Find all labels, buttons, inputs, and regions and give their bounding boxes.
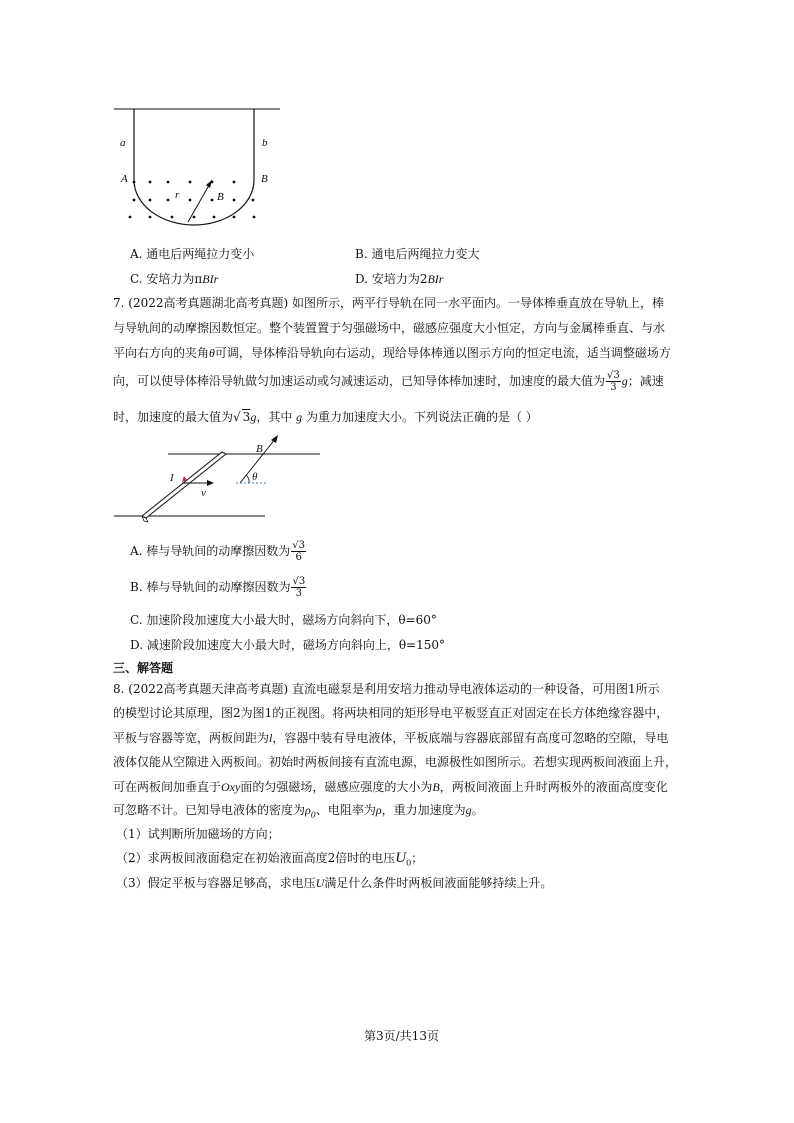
- q8-sub-3b: 满足什么条件时两板间液面能够持续上升。: [324, 876, 553, 890]
- q7-line-5c: 为重力加速度大小。下列说法正确的是（ ）: [305, 410, 538, 424]
- l-symbol: l: [269, 731, 273, 745]
- sqrt-3: 3: [242, 410, 251, 424]
- q8-line-6a: 可忽略不计。已知导电液体的密度为: [113, 803, 306, 817]
- q8-line-1: 8. (2022高考真题天津高考真题) 直流电磁泵是利用安培力推动导电液体运动的一种设备，可用图1所示: [113, 682, 660, 696]
- q7-option-a-prefix: A. 棒与导轨间的动摩擦因数为: [130, 544, 291, 558]
- q8-line-6b: 、电阻率为: [315, 803, 376, 817]
- q6-option-c-prefix: C. 安培力为: [130, 272, 195, 286]
- label-a: a: [120, 137, 126, 149]
- q8-line-3a: 平板与容器等宽，两板间距为: [113, 731, 270, 745]
- u-shaped-rod: [134, 109, 254, 225]
- theta-symbol: θ: [209, 346, 215, 360]
- q8-line-5a: 可在两板间加垂直于: [113, 780, 222, 794]
- q7-option-d: D. 减速阶段加速度大小最大时，磁场方向斜向上，θ=150°: [130, 638, 446, 652]
- g-symbol: g: [621, 374, 628, 388]
- q8-line-5c: ，两板间液面上升时两板外的液面高度变化: [439, 780, 668, 794]
- q8-line-2: 的模型讨论其原理，图2为图1的正视图。将两块相同的矩形导电平板竖直正对固定在长方体绝缘容器中，: [113, 706, 669, 720]
- q7-line-2: 与导轨间的动摩擦因数恒定。整个装置置于匀强磁场中，磁感应强度大小恒定，方向与金属棒垂直、与水: [113, 321, 666, 335]
- page-footer: 第3页/共13页: [364, 1029, 439, 1043]
- label-I: I: [170, 472, 174, 484]
- q7-line-1: 7. (2022高考真题湖北高考真题) 如图所示，两平行导轨在同一水平面内。一导体棒垂直放在导轨上，棒: [113, 296, 664, 310]
- q7-line-3: [113, 346, 693, 360]
- q7-option-b-prefix: B. 棒与导轨间的动摩擦因数为: [130, 580, 291, 594]
- fraction-num: √3: [607, 370, 620, 381]
- fraction-den: 3: [610, 382, 617, 393]
- label-B-point: B: [261, 173, 268, 185]
- q7-line-5b: ，其中: [256, 410, 293, 424]
- pi-symbol: π: [194, 272, 203, 286]
- field-B-arrowhead: [271, 435, 278, 443]
- q7-option-a: [130, 540, 307, 563]
- conductor-rod: [142, 452, 226, 518]
- q8-line-4: 液体仅能从空隙进入两板间。初始时两板间接有直流电源，电源极性如图所示。若想实现两板间液面上升，: [113, 755, 678, 769]
- q6-option-d-coef: 2: [419, 272, 428, 286]
- oxy-symbol: Oxy: [221, 780, 241, 794]
- q7-line-4b: ；减速: [627, 374, 664, 388]
- figure-rails: [110, 432, 330, 527]
- field-dots: [129, 181, 256, 219]
- label-B: B: [256, 443, 263, 455]
- q7-line-5: 时，加速度的最大值为√ 3g，其中 g 为重力加速度大小。下列说法正确的是（ ）: [113, 410, 538, 424]
- q8-line-5: [113, 780, 693, 794]
- fraction-a-den: 6: [295, 552, 302, 563]
- q7-option-c: C. 加速阶段加速度大小最大时，磁场方向斜向下，θ=60°: [130, 613, 437, 627]
- rho-symbol: ρ: [375, 803, 382, 817]
- q8-sub-2b: ；: [411, 851, 424, 865]
- q6-option-b: B. 通电后两绳拉力变大: [355, 247, 480, 261]
- label-r: r: [175, 189, 180, 201]
- q7-option-b: [130, 576, 307, 599]
- q8-sub-1: （1）试判断所加磁场的方向；: [116, 827, 280, 841]
- B-symbol: B: [432, 780, 440, 794]
- q8-sub-3a: （3）假定平板与容器足够高，求电压: [116, 876, 316, 890]
- rho0-symbol: ρ: [305, 803, 311, 817]
- q8-sub-2a: （2）求两板间液面稳定在初始液面高度2倍时的电压: [116, 851, 396, 865]
- q6-option-c-expr: BIr: [202, 272, 219, 286]
- figure-u-rod: [110, 100, 290, 235]
- q7-line-4a: 向，可以使导体棒沿导轨做匀加速运动或匀减速运动，已知导体棒加速时，加速度的最大值为: [113, 374, 606, 388]
- velocity-arrowhead: [207, 480, 214, 486]
- q6-option-d: [355, 272, 443, 286]
- U0-subscript: 0: [406, 858, 412, 868]
- U0-symbol: U: [395, 850, 407, 866]
- q7-line-4: [113, 370, 693, 393]
- fraction-b-num: √3: [292, 576, 306, 587]
- g-symbol: g: [465, 803, 472, 817]
- q7-line-5a: 时，加速度的最大值为: [113, 410, 234, 424]
- fraction-a: [291, 540, 306, 563]
- q8-line-3b: ，容器中装有导电液体，平板底端与容器底部留有高度可忽略的空隙，导电: [272, 731, 669, 745]
- label-B-field: B: [217, 191, 224, 203]
- q8-line-5b: 面的匀强磁场，磁感应强度的大小为: [240, 780, 433, 794]
- q6-option-a: A. 通电后两绳拉力变小: [130, 247, 255, 261]
- q8-sub-3: [116, 876, 696, 890]
- label-v: v: [201, 487, 206, 499]
- q8-line-3: [113, 731, 693, 745]
- label-theta: θ: [252, 471, 258, 483]
- section-title: 三、解答题: [113, 661, 174, 675]
- U-symbol: U: [315, 876, 325, 890]
- fraction-sqrt3-over-3: [606, 370, 621, 393]
- theta-arc: [246, 475, 249, 483]
- fraction-b: [291, 576, 306, 599]
- q7-line-3a: 平向右方向的夹角: [113, 346, 210, 360]
- fraction-a-num: √3: [292, 540, 306, 551]
- q8-line-6: [113, 803, 693, 822]
- fraction-b-den: 3: [295, 588, 302, 599]
- rho0-subscript: 0: [310, 810, 316, 820]
- q8-line-6d: 。: [471, 803, 484, 817]
- label-b: b: [262, 137, 268, 149]
- q6-option-c: [130, 272, 218, 286]
- q7-line-3b: 可调，导体棒沿导轨向右运动，现给导体棒通以图示方向的恒定电流，适当调整磁场方: [214, 346, 671, 360]
- g-symbol: g: [250, 410, 257, 424]
- q6-option-d-expr: BIr: [427, 272, 444, 286]
- q6-option-d-prefix: D. 安培力为: [355, 272, 420, 286]
- g-symbol: g: [296, 410, 303, 424]
- q8-line-6c: ，重力加速度为: [381, 803, 466, 817]
- label-A: A: [121, 173, 128, 185]
- q8-sub-2: [116, 851, 696, 870]
